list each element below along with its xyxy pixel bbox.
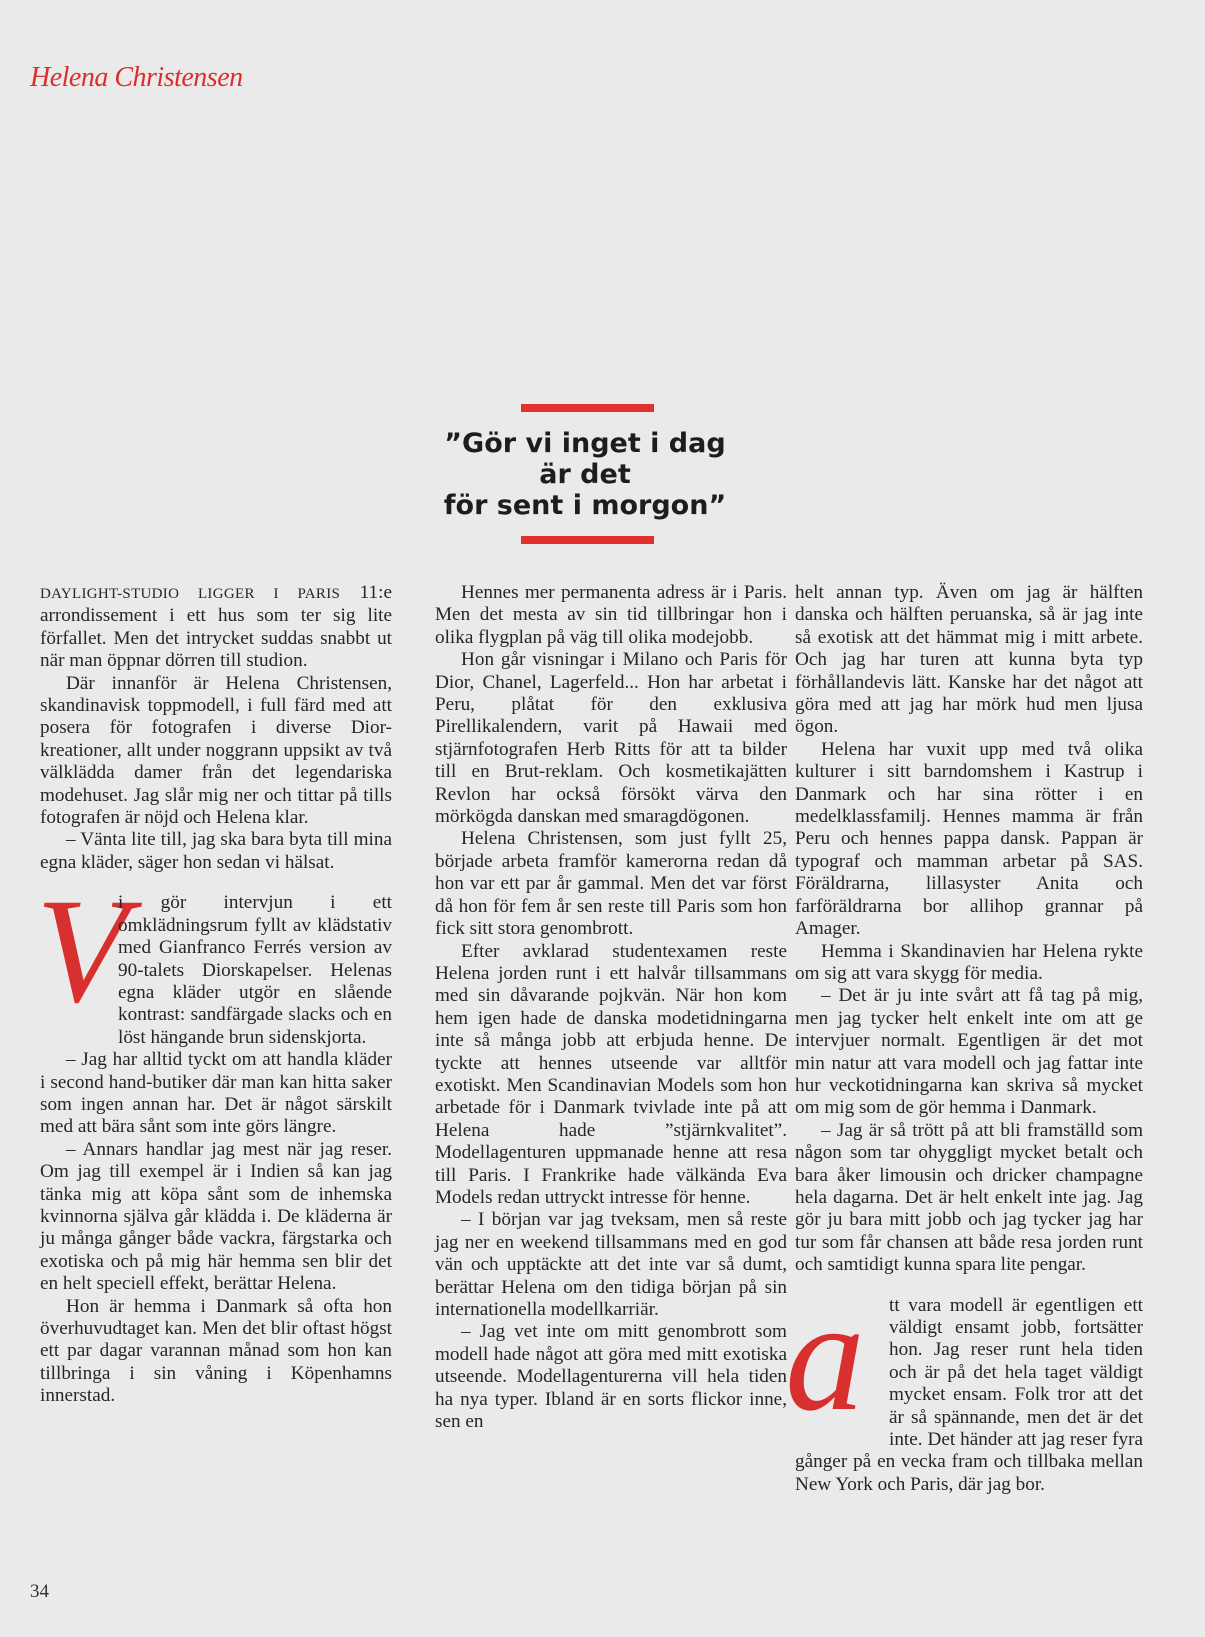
pull-quote-rule-bottom xyxy=(521,536,654,544)
pull-quote-line: för sent i morgon” xyxy=(443,490,727,521)
paragraph: – Annars handlar jag mest när jag reser. Om jag till exempel är i Indien så kan jag tänka mig att köpa sånt som de inhemska kvinnorna själva går klädda i. De kläderna är ju många gånger både vackra, färgstarka och exotiska och på mig här hemma sen blir det en helt speciell effekt, berättar Helena. xyxy=(40,1138,392,1295)
paragraph: Hennes mer permanenta adress är i Paris. Men det mesta av sin tid tillbringar hon i olika flygplan på väg till olika modejobb. xyxy=(435,582,787,648)
paragraph: – Det är ju inte svårt att få tag på mig, men jag tycker helt enkelt inte om att ge intervjuer normalt. Egentligen är det mot min natur att vara modell och jag fattar inte hur veckotidningarna kan skriva så mycket om mig som de gör hemma i Danmark. xyxy=(795,985,1143,1119)
pull-quote-line: ”Gör vi inget i dag xyxy=(444,428,726,459)
page-number: 34 xyxy=(30,1581,49,1602)
article-column-3 xyxy=(785,582,1143,1496)
paragraph: – Jag har alltid tyckt om att handla kläder i second hand-butiker där man kan hitta saker som ingen annan har. Det är något särskilt med att bära sånt som inte görs längre. xyxy=(40,1049,392,1138)
dropcap-section xyxy=(36,868,392,1049)
paragraph: Hon går visningar i Milano och Paris för Dior, Chanel, Lagerfeld... Hon har arbetat i Peru, plåtat för den exklusiva Pirellikalendern, varit på Hawaii med stjärnfotografen Herb Ritts för att ta bilder till en Brut-reklam. Och kosmetikajätten Revlon har också försökt värva den mörkögda danskan med smaragdögonen. xyxy=(435,649,787,828)
paragraph: helt annan typ. Även om jag är hälften danska och hälften peruanska, så är jag inte så exotisk att det hämmat mig i mitt arbete. Och jag har turen att kunna byta typ förhållandevis lätt. Kanske har det något att göra med att jag har mörk hud men ljusa ögon. xyxy=(795,582,1143,738)
lead-caps: DAYLIGHT-STUDIO LIGGER I PARIS xyxy=(40,586,341,602)
paragraph: Hemma i Skandinavien har Helena rykte om sig att vara skygg för media. xyxy=(795,940,1143,984)
dropcap-letter: a xyxy=(785,1265,865,1444)
paragraph: – Jag vet inte om mitt genombrott som modell hade något att göra med mitt exotiska utseende. Modellagenturerna vill hela tiden ha nya typer. Ibland är en sorts flickor inne, sen en xyxy=(435,1321,787,1433)
running-head: Helena Christensen xyxy=(30,62,243,93)
paragraph: – I början var jag tveksam, men så reste jag ner en weekend tillsammans med en god vän och upptäckte att det inte var så dumt, berättar Helena om den tidiga början på sin internationella modellkarriär. xyxy=(435,1209,787,1320)
dropcap-section xyxy=(785,1265,1143,1497)
lead-rest: 11:e arrondissement i ett hus som ter sig lite förfallet. Men det intrycket suddas snabbt ut när man öppnar dörren till studion. xyxy=(40,582,392,672)
article-column-1 xyxy=(36,582,392,1408)
article-column-2 xyxy=(435,582,787,1433)
paragraph: Helena har vuxit upp med två olika kulturer i sitt barndomshem i Kastrup i Danmark och har sina rötter i en medelklassfamilj. Hennes mamma är från Peru och hennes pappa dansk. Pappan är typograf och mamman arbetar på SAS. Föräldrarna, lillasyster Anita och farföräldrarna bor allihop grannar på Amager. xyxy=(795,738,1143,940)
paragraph: Där innanför är Helena Christensen, skandinavisk toppmodell, i full färd med att posera för fotografen i diverse Dior-kreationer, allt under noggrann uppsikt av två välklädda damer från det legendariska modehuset. Jag slår mig ner och tittar på tills fotografen är nöjd och Helena klar. xyxy=(40,672,392,829)
dropcap-letter: V xyxy=(36,868,128,1035)
paragraph: Efter avklarad studentexamen reste Helena jorden runt i ett halvår tillsammans med sin dåvarande pojkvän. När hon kom hem igen hade de danska modetidningarna inte så många jobb att erbjuda henne. De tyckte att hennes utseende var alltför exotiskt. Men Scandinavian Models som hon arbetade för i Danmark tvivlade inte på att Helena hade ”stjärnkvalitet”. Modellagenturen uppmanade henne att resa till Paris. I Frankrike hade välkända Eva Models redan uttryckt intresse för henne. xyxy=(435,940,787,1208)
pull-quote-line: är det xyxy=(539,459,631,490)
lead-paragraph xyxy=(40,582,392,673)
pull-quote-rule-top xyxy=(521,404,654,412)
paragraph: – Jag är så trött på att bli framställd som någon som tar ohyggligt mycket betalt och bara åker limousin och dricker champagne hela dagarna. Det är helt enkelt inte jag. Jag gör ju bara mitt jobb och jag tycker jag har tur som får chansen att både resa jorden runt och samtidigt kunna spara lite pengar. xyxy=(795,1119,1143,1276)
paragraph: tt vara modell är egentligen ett väldigt ensamt jobb, fortsätter hon. Jag reser runt hela tiden och är på det hela taget väldigt mycket ensam. Folk tror att det är så spännande, men det är det inte. Det händer att jag reser fyra gånger på en vecka fram och tillbaka mellan New York och Paris, där jag bor. xyxy=(795,1294,1143,1495)
paragraph: – Vänta lite till, jag ska bara byta till mina egna kläder, säger hon sedan vi hälsat. xyxy=(40,829,392,873)
paragraph: Helena Christensen, som just fyllt 25, började arbeta framför kamerorna redan då hon var ett par år gammal. Men det var först då hon för fem år sen reste till Paris som hon fick sitt stora genombrott. xyxy=(435,828,787,940)
paragraph: i gör intervjun i ett omklädningsrum fyllt av klädstativ med Gianfranco Ferrés version av 90-talets Diorskapelser. Helenas egna kläder utgör en slående kontrast: sandfärgade slacks och en löst hängande brun sidenskjorta. xyxy=(118,892,392,1048)
paragraph: Hon är hemma i Danmark så ofta hon överhuvudtaget kan. Men det blir oftast högst ett par dagar varannan månad som hon kan tillbringa i sin våning i Köpenhamns innerstad. xyxy=(40,1295,392,1407)
pull-quote xyxy=(420,428,750,521)
